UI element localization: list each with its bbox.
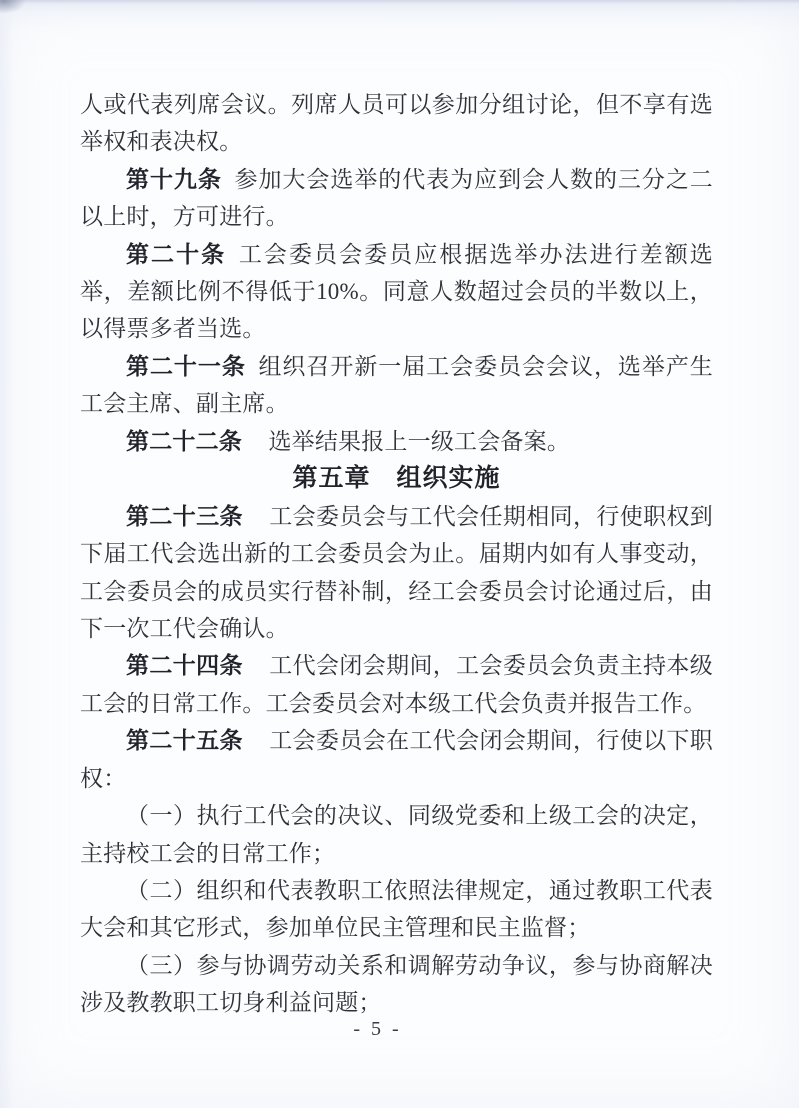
article-22-number: 第二十二条 [126, 428, 242, 454]
paragraph-continuation: 人或代表列席会议。列席人员可以参加分组讨论，但不享有选举权和表决权。 [80, 92, 713, 155]
article-20-text: 工会委员会委员应根据选举办法进行差额选举，差额比例不得低于10%。同意人数超过会员的半数以上，以得票多者当选。 [80, 241, 713, 342]
list-item-2: （二）组织和代表教职工依照法律规定，通过教职工代表大会和其它形式，参加单位民主管理和民主监督； [80, 877, 713, 941]
article-24 [80, 647, 713, 722]
article-24-text: 工代会闭会期间，工会委员会负责主持本级工会的日常工作。工会委员会对本级工代会负责并报告工作。 [80, 653, 714, 716]
article-21 [80, 348, 713, 423]
article-22-text: 选举结果报上一级工会备案。 [268, 428, 571, 454]
scan-edge-artifact [0, 0, 26, 14]
article-19-text: 参加大会选举的代表为应到会人数的三分之二以上时，方可进行。 [80, 166, 713, 230]
article-23 [80, 498, 713, 648]
page-number: - 5 - [353, 1018, 402, 1040]
article-25-number: 第二十五条 [126, 728, 243, 754]
page-footer [0, 1018, 777, 1041]
document-body [80, 86, 713, 1022]
article-19-number: 第十九条 [126, 166, 222, 192]
article-20 [80, 236, 713, 348]
article-22 [80, 423, 713, 460]
chapter-heading: 第五章 组织实施 [292, 465, 501, 493]
article-25 [80, 722, 713, 797]
list-item-1: （一）执行工代会的决议、同级党委和上级工会的决定，主持校工会的日常工作； [80, 803, 713, 866]
article-23-text: 工会委员会与工代会任期相同，行使职权到下届工代会选出新的工会委员会为止。届期内如有人事变动，工会委员会的成员实行替补制，经工会委员会讨论通过后，由下一次工代会确认。 [80, 503, 714, 642]
article-24-number: 第二十四条 [126, 653, 243, 679]
list-item-3: （三）参与协调劳动关系和调解劳动争议，参与协商解决涉及教教职工切身利益问题； [80, 952, 713, 1016]
article-21-number: 第二十一条 [126, 353, 246, 379]
article-20-number: 第二十条 [126, 241, 227, 267]
article-21-text: 组织召开新一届工会委员会会议，选举产生工会主席、副主席。 [80, 353, 714, 417]
article-23-number: 第二十三条 [126, 503, 243, 529]
article-19 [80, 161, 713, 236]
article-25-text: 工会委员会在工代会闭会期间，行使以下职权： [80, 728, 714, 791]
